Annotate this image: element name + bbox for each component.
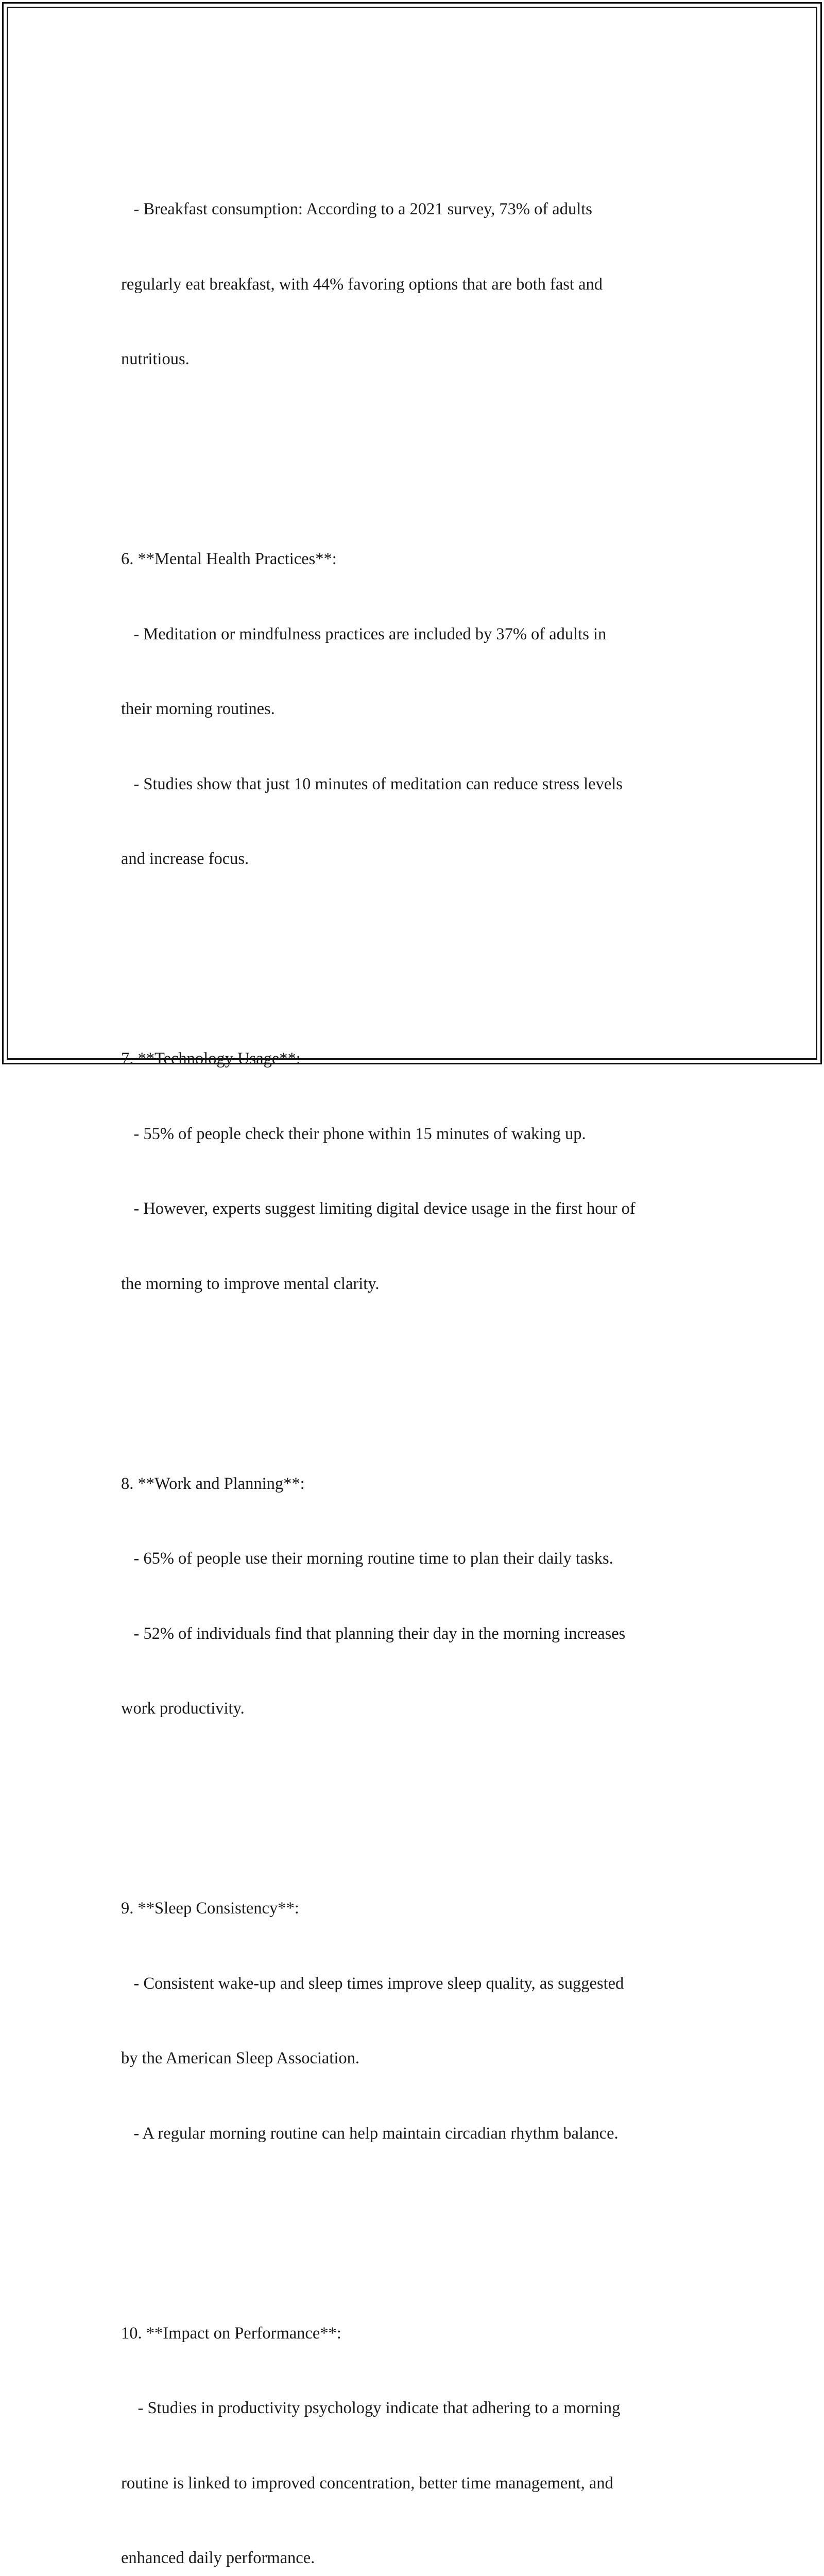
section-heading: 7. **Technology Usage**:: [121, 1046, 713, 1072]
text-line: - 52% of individuals find that planning their day in the morning increases: [121, 1621, 713, 1647]
section-heading: 9. **Sleep Consistency**:: [121, 1896, 713, 1921]
section-work-planning: [121, 1421, 713, 1771]
section-heading: 10. **Impact on Performance**:: [121, 2321, 713, 2346]
section-heading: 6. **Mental Health Practices**:: [121, 547, 713, 572]
text-line: - A regular morning routine can help maintain circadian rhythm balance.: [121, 2121, 713, 2146]
section-sleep: [121, 1846, 713, 2196]
text-line: routine is linked to improved concentration, better time management, and: [121, 2471, 713, 2496]
text-line: - Studies show that just 10 minutes of meditation can reduce stress levels: [121, 772, 713, 797]
text-line: - However, experts suggest limiting digital device usage in the first hour of: [121, 1196, 713, 1222]
text-line: the morning to improve mental clarity.: [121, 1272, 713, 1297]
section-heading: 8. **Work and Planning**:: [121, 1471, 713, 1497]
text-line: regularly eat breakfast, with 44% favoring options that are both fast and: [121, 272, 713, 297]
text-line: by the American Sleep Association.: [121, 2046, 713, 2071]
text-line: - Consistent wake-up and sleep times improve sleep quality, as suggested: [121, 1971, 713, 1996]
section-mental-health: [121, 497, 713, 922]
text-line: and increase focus.: [121, 846, 713, 872]
document-body: [121, 97, 713, 2576]
text-line: enhanced daily performance.: [121, 2546, 713, 2571]
text-line: work productivity.: [121, 1696, 713, 1721]
text-line: - Breakfast consumption: According to a 2021 survey, 73% of adults: [121, 197, 713, 222]
text-line: - 55% of people check their phone within 15 minutes of waking up.: [121, 1122, 713, 1147]
section-performance: [121, 2271, 713, 2576]
text-line: nutritious.: [121, 347, 713, 372]
text-line: their morning routines.: [121, 697, 713, 722]
text-line: - Meditation or mindfulness practices are included by 37% of adults in: [121, 622, 713, 647]
text-line: - Studies in productivity psychology indicate that adhering to a morning: [121, 2396, 713, 2421]
section-breakfast: [121, 147, 713, 422]
text-line: - 65% of people use their morning routine time to plan their daily tasks.: [121, 1546, 713, 1571]
section-technology: [121, 996, 713, 1346]
